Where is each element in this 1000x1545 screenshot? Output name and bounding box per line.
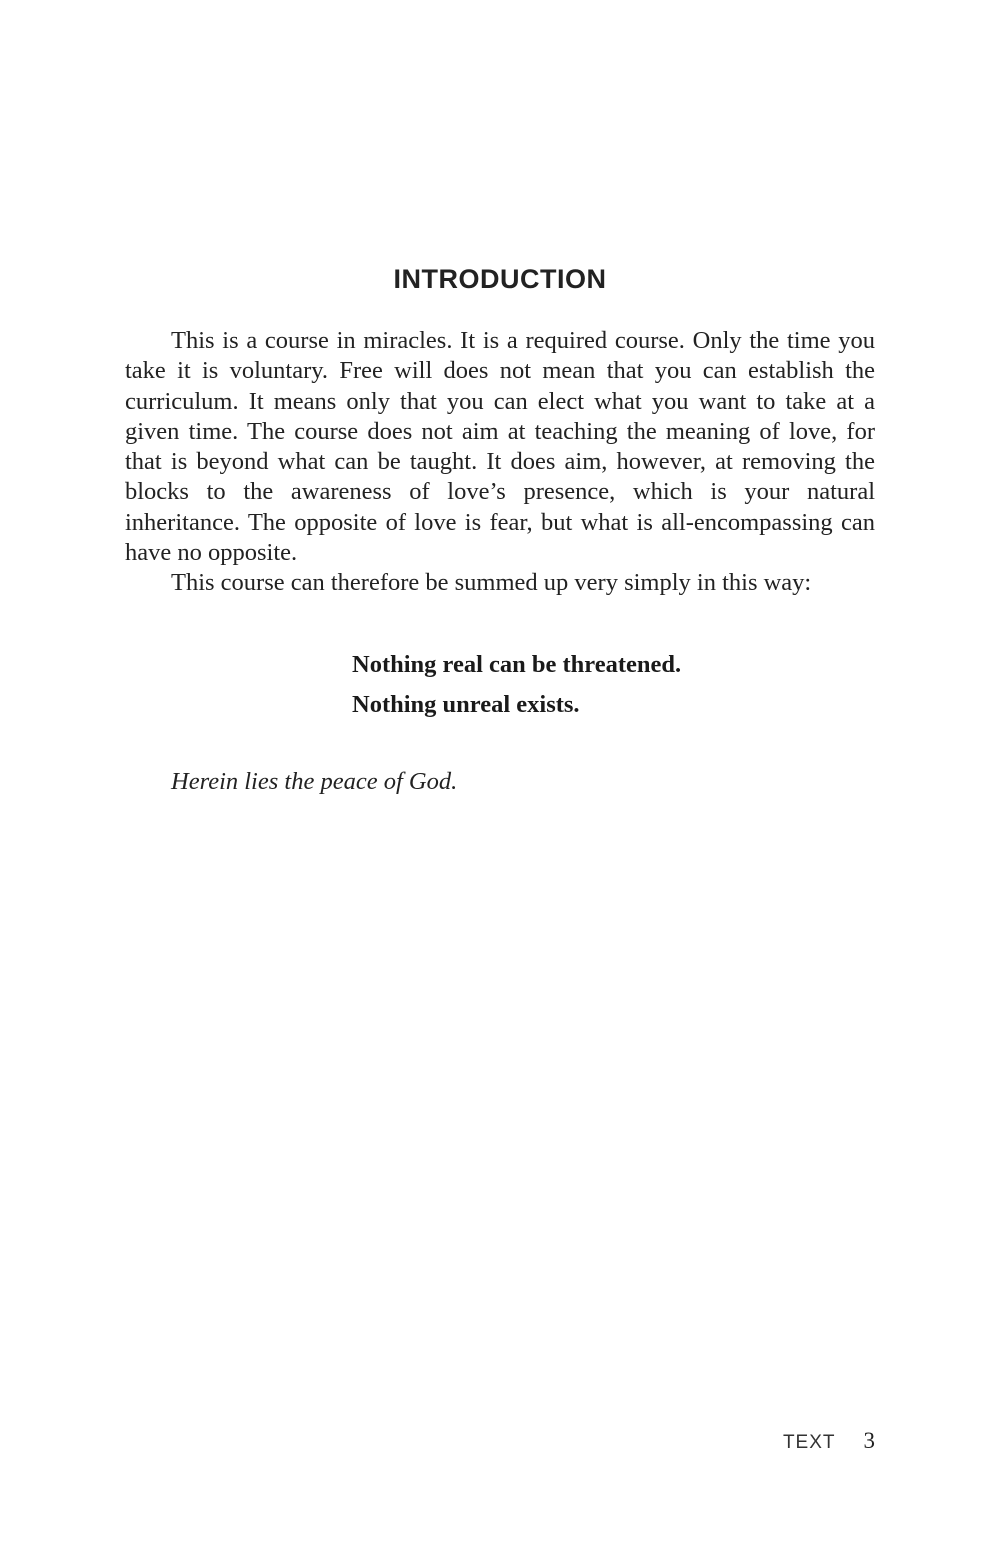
chapter-heading: INTRODUCTION [393, 264, 607, 294]
emphasis-line: Nothing real can be threatened. [352, 651, 682, 678]
page-footer [783, 1428, 875, 1454]
section-label: TEXT [782, 1432, 836, 1453]
emphasis-line: Nothing unreal exists. [352, 691, 580, 718]
body-text [125, 326, 875, 599]
emphasis-block [352, 645, 681, 725]
paragraph-summary: This course can therefore be summed up very simply in this way: [171, 569, 812, 597]
paragraph-introduction: This is a course in miracles. It is a required course. Only the time you take it is voluntary. Free will does not mean that you can establish the curriculum. It means only that you can elect what you want to take at a given time. The course does not aim at teaching the meaning of love, for that is beyond what can be taught. It does aim, however, at removing the blocks to the awareness of love’s presence, which is your natural inheritance. The opposite of love is fear, but what is all-encompassing can have no opposite. [125, 327, 875, 567]
page-number: 3 [863, 1428, 875, 1453]
closing-line: Herein lies the peace of God. [171, 768, 458, 795]
